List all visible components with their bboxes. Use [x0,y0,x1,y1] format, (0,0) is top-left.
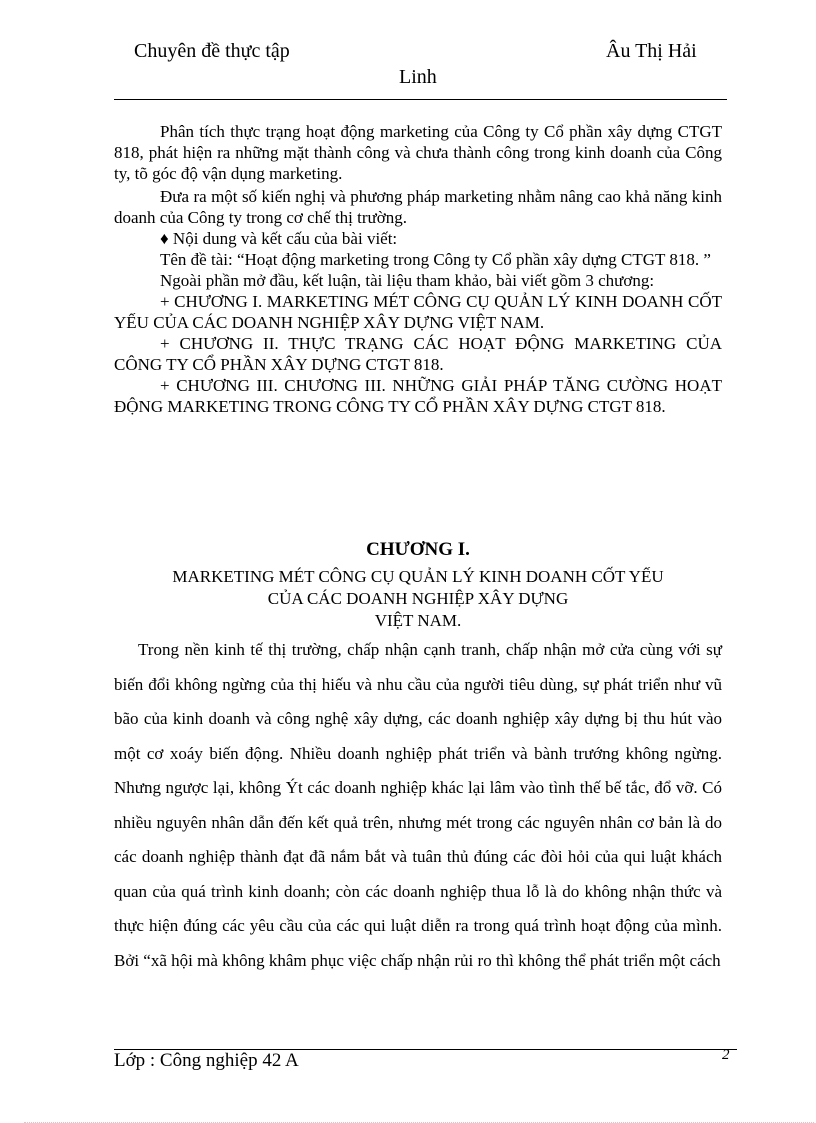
chapter-list-item: + CHƯƠNG I. MARKETING MÉT CÔNG CỤ QUẢN LÝ KINH DOANH CỐT YẾU CỦA CÁC DOANH NGHIỆP XÂY DỰNG VIỆT NAM. [114,292,722,332]
chapter-subtitle-line: MARKETING MÉT CÔNG CỤ QUẢN LÝ KINH DOANH CỐT YẾU [172,567,664,586]
header-author-continued: Linh [399,66,437,88]
chapter-list-item: + CHƯƠNG II. THỰC TRẠNG CÁC HOẠT ĐỘNG MARKETING CỦA CÔNG TY CỔ PHẦN XÂY DỰNG CTGT 818. [114,334,722,374]
intro-paragraph: Đưa ra một số kiến nghị và phương pháp marketing nhằm nâng cao khả năng kinh doanh của Công ty trong cơ chế thị trường. [114,187,722,227]
header-author: Âu Thị Hải [606,40,697,62]
intro-paragraph: Phân tích thực trạng hoạt động marketing của Công ty Cổ phần xây dựng CTGT 818, phát hiện ra những mặt thành công và chưa thành công trong kinh doanh của Công ty, tõ góc độ vận dụng marketing. [114,122,722,183]
chapter-subtitle-line: CỦA CÁC DOANH NGHIỆP XÂY DỰNG [267,589,569,608]
chapter-subtitle-line: VIỆT NAM. [374,611,462,630]
body-paragraph: Trong nền kinh tế thị trường, chấp nhận cạnh tranh, chấp nhận mở cửa cùng với sự biến đổi không ngừng của thị hiếu và nhu cầu của người tiêu dùng, sự phát triển như vũ bão của kinh doanh và công nghệ xây dựng, các doanh nghiệp xây dựng bị thu hút vào một cơ xoáy biến động. Nhiều doanh nghiệp phát triển và bành trướng không ngừng. Nhưng ngược lại, không Ýt các doanh nghiệp khác lại lâm vào tình thế bế tắc, đổ vỡ. Có nhiều nguyên nhân dẫn đến kết quả trên, nhưng mét trong các nguyên nhân cơ bản là do các doanh nghiệp thành đạt đã nắm bắt và tuân thủ đúng các đòi hỏi của qui luật khách quan của quá trình kinh doanh; còn các doanh nghiệp thua lỗ là do không nhận thức và thực hiện đúng các yêu cầu của các qui luật diễn ra trong quá trình hoạt động của mình. Bởi “xã hội mà không khâm phục việc chấp nhận rủi ro thì không thể phát triển một cách [114,640,722,970]
chapter-list-item: + CHƯƠNG III. CHƯƠNG III. NHỮNG GIẢI PHÁP TĂNG CƯỜNG HOẠT ĐỘNG MARKETING TRONG CÔNG TY CỔ PHẦN XÂY DỰNG CTGT 818. [114,376,722,416]
chapters-intro: Ngoài phần mở đầu, kết luận, tài liệu tham khảo, bài viết gồm 3 chương: [160,271,655,290]
footer-class-label: Lớp : Công nghiệp 42 A [114,1050,299,1071]
header-divider [114,99,727,100]
header-title: Chuyên đề thực tập [134,40,290,62]
content-structure-heading: ♦ Nội dung và kết cấu của bài viết: [160,229,398,248]
page-number: 2 [722,1047,730,1063]
intro-section [114,121,722,417]
body-text [114,633,722,978]
thesis-title: Tên đề tài: “Hoạt động marketing trong Công ty Cổ phần xây dựng CTGT 818. ” [160,250,711,269]
chapter-subtitle [114,566,722,632]
chapter-title: CHƯƠNG I. [366,539,470,560]
